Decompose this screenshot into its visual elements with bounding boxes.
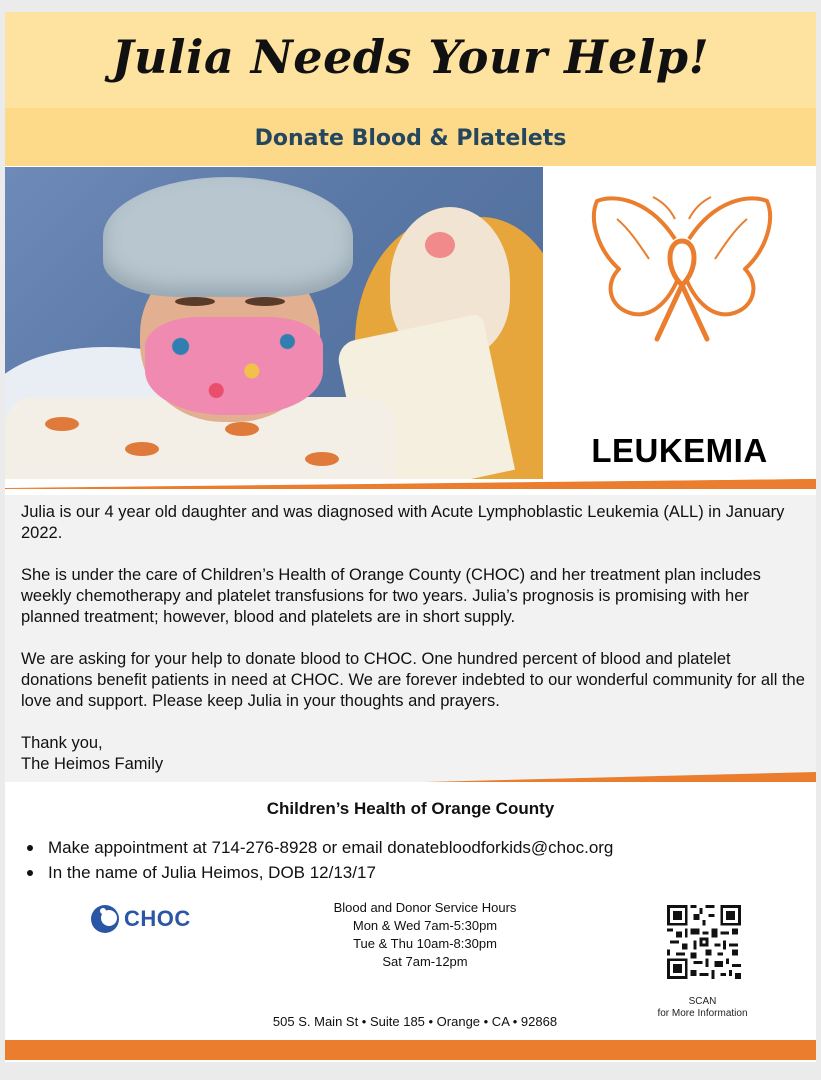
story-paragraph: Julia is our 4 year old daughter and was diagnosed with Acute Lymphoblastic Leukemia (ALL) in January 2022. — [21, 503, 785, 542]
surgical-cap — [103, 177, 353, 297]
orange-divider — [5, 772, 816, 782]
eye — [175, 297, 215, 306]
bottom-bar — [5, 1040, 816, 1060]
gown-pattern — [45, 417, 79, 431]
story-paragraph: She is under the care of Children’s Health of Orange County (CHOC) and her treatment plan includes weekly chemotherapy and platelet transfusions for two years. Julia’s prognosis is promising with her planned treatment; however, blood and platelets are in short supply. — [21, 566, 761, 626]
face-mask — [145, 317, 323, 415]
gown-pattern — [305, 452, 339, 466]
closing-line: Thank you, — [21, 734, 103, 752]
awareness-panel — [543, 167, 816, 479]
hours-line: Sat 7am-12pm — [382, 954, 468, 969]
service-hours — [255, 899, 595, 971]
instruction-text: Make appointment at 714-276-8928 or email donatebloodforkids@choc.org — [48, 838, 614, 857]
qr-caption-line: for More Information — [657, 1008, 748, 1019]
instruction-text: In the name of Julia Heimos, DOB 12/13/17 — [48, 863, 376, 882]
julia-photo — [5, 167, 543, 479]
leukemia-label: LEUKEMIA — [591, 432, 768, 469]
flyer-page — [5, 12, 816, 1062]
address-line: 505 S. Main St • Suite 185 • Orange • CA • 92868 — [272, 1014, 558, 1029]
gown-pattern — [225, 422, 259, 436]
choc-logo-text: CHOC — [124, 906, 191, 931]
orange-divider — [5, 479, 816, 489]
list-item — [25, 860, 805, 885]
bullet-icon — [27, 870, 33, 876]
qr-caption — [630, 996, 775, 1020]
choc-logo — [90, 902, 205, 938]
gown-pattern — [125, 442, 159, 456]
choc-bear-icon — [90, 904, 120, 934]
hours-heading: Blood and Donor Service Hours — [333, 900, 517, 915]
page-subtitle: Donate Blood & Platelets — [254, 126, 567, 151]
signature: The Heimos Family — [21, 755, 164, 773]
story-text — [21, 502, 806, 775]
butterfly-ribbon-icon — [589, 189, 775, 365]
eye — [245, 297, 285, 306]
qr-caption-line: SCAN — [688, 996, 717, 1007]
hours-line: Mon & Wed 7am-5:30pm — [352, 918, 498, 933]
hours-line: Tue & Thu 10am-8:30pm — [353, 936, 497, 951]
bullet-icon — [27, 845, 33, 851]
instructions-list — [25, 835, 805, 885]
list-item — [25, 835, 805, 860]
story-paragraph: We are asking for your help to donate blood to CHOC. One hundred percent of blood and platelet donations benefit patients in need at CHOC. We are forever indebted to our wonderful community for all the love and support. Please keep Julia in your thoughts and prayers. — [21, 650, 805, 710]
page-title: Julia Needs Your Help! — [111, 30, 710, 84]
organization-name: Children’s Health of Orange County — [266, 799, 555, 818]
teddy-bear-nose — [425, 232, 455, 258]
qr-code-icon[interactable] — [667, 905, 741, 979]
